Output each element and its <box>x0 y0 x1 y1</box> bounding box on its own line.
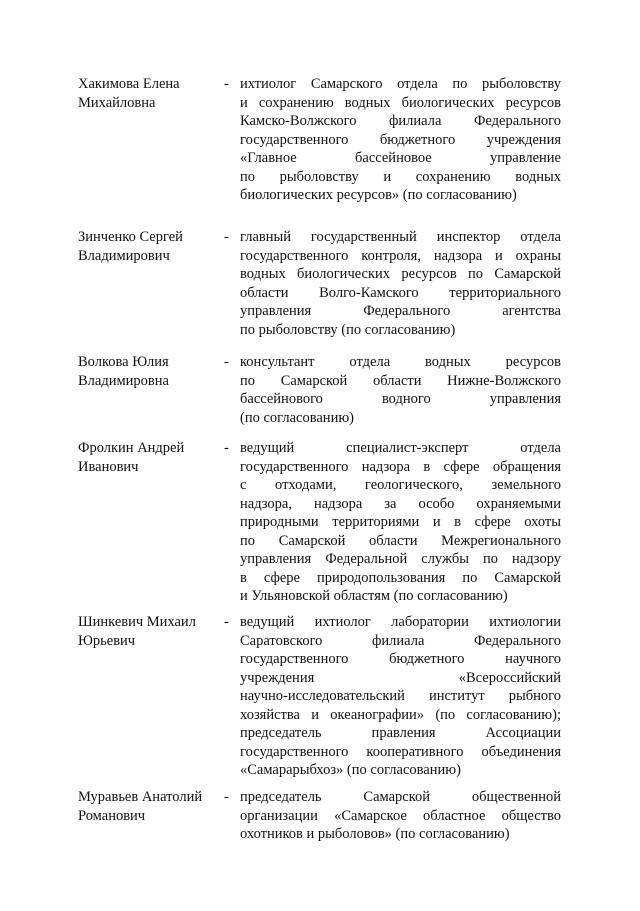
desc-line: по Самарской области Межрегионального <box>240 532 561 549</box>
desc-line: «Главное бассейновое управление <box>240 150 561 166</box>
member-name <box>78 613 218 650</box>
separator-dash: - <box>224 440 229 456</box>
desc-line: управления Федеральной службы по надзору <box>240 551 561 567</box>
desc-line: государственного надзора в сфере обращения <box>240 458 561 475</box>
desc-line: области Волго-Камского территориального <box>240 284 561 301</box>
desc-line: консультант отдела водных ресурсов <box>240 354 561 370</box>
separator-dash: - <box>224 789 229 805</box>
member-description <box>240 75 561 205</box>
desc-line: государственного бюджетного учреждения <box>240 131 561 148</box>
desc-line: с отходами, геологического, земельного <box>240 477 561 493</box>
desc-line: председатель правления Ассоциации <box>240 725 561 741</box>
desc-line: государственного контроля, надзора и охраны <box>240 247 561 264</box>
desc-line: «Самарарыбхоз» (по согласованию) <box>240 762 461 778</box>
desc-line: и сохранению водных биологических ресурсов <box>240 94 561 111</box>
desc-line: природными территориями и в сфере охоты <box>240 514 561 530</box>
desc-line: Камско-Волжского филиала Федерального <box>240 113 561 129</box>
desc-line: охотников и рыболовов» (по согласованию) <box>240 826 510 842</box>
name-line: Владимирович <box>78 247 170 264</box>
desc-line: ихтиолог Самарского отдела по рыболовству <box>240 76 561 92</box>
name-line: Фролкин Андрей <box>78 440 185 456</box>
name-line: Иванович <box>78 458 139 475</box>
desc-line: бассейнового водного управления <box>240 391 561 407</box>
desc-line: и Ульяновской областям (по согласованию) <box>240 588 508 604</box>
desc-line: по рыболовству и сохранению водных <box>240 168 561 185</box>
desc-line: (по согласованию) <box>240 409 354 426</box>
desc-line: надзора, надзора за особо охраняемыми <box>240 495 561 512</box>
member-name <box>78 353 218 390</box>
desc-line: по рыболовству (по согласованию) <box>240 321 456 338</box>
desc-line: управления Федерального агентства <box>240 303 561 319</box>
name-line: Шинкевич Михаил <box>78 614 196 630</box>
separator-dash: - <box>224 354 229 370</box>
name-line: Михайловна <box>78 94 156 111</box>
member-description <box>240 439 561 606</box>
desc-line: государственного бюджетного научного <box>240 651 561 667</box>
desc-line: Саратовского филиала Федерального <box>240 632 561 649</box>
name-line: Хакимова Елена <box>78 76 180 92</box>
desc-line: председатель Самарской общественной <box>240 789 561 805</box>
member-description <box>240 613 561 780</box>
member-name <box>78 439 218 476</box>
member-description <box>240 228 561 339</box>
separator-dash: - <box>224 614 229 630</box>
desc-line: по Самарской области Нижне-Волжского <box>240 372 561 389</box>
member-name <box>78 228 218 265</box>
separator-dash: - <box>224 76 229 92</box>
desc-line: государственного кооперативного объединения <box>240 743 561 760</box>
desc-line: организации «Самарское областное общество <box>240 807 561 824</box>
member-name <box>78 75 218 112</box>
name-line: Зинченко Сергей <box>78 229 183 245</box>
desc-line: в сфере природопользования по Самарской <box>240 569 561 586</box>
desc-line: хозяйства и океанографии» (по согласованию); <box>240 706 561 723</box>
desc-line: научно-исследовательский институт рыбного <box>240 688 561 704</box>
name-line: Владимировна <box>78 372 169 389</box>
name-line: Волкова Юлия <box>78 354 169 370</box>
name-line: Романович <box>78 807 146 824</box>
desc-line: биологических ресурсов» (по согласованию) <box>240 187 517 203</box>
separator-dash: - <box>224 229 229 245</box>
member-description <box>240 788 561 844</box>
desc-line: ведущий специалист-эксперт отдела <box>240 440 561 456</box>
desc-line: главный государственный инспектор отдела <box>240 229 561 245</box>
desc-line: водных биологических ресурсов по Самарской <box>240 266 561 282</box>
member-description <box>240 353 561 427</box>
name-line: Муравьев Анатолий <box>78 789 203 805</box>
name-line: Юрьевич <box>78 632 136 649</box>
desc-line: учреждения «Всероссийский <box>240 669 561 686</box>
member-name <box>78 788 218 825</box>
desc-line: ведущий ихтиолог лаборатории ихтиологии <box>240 614 561 630</box>
